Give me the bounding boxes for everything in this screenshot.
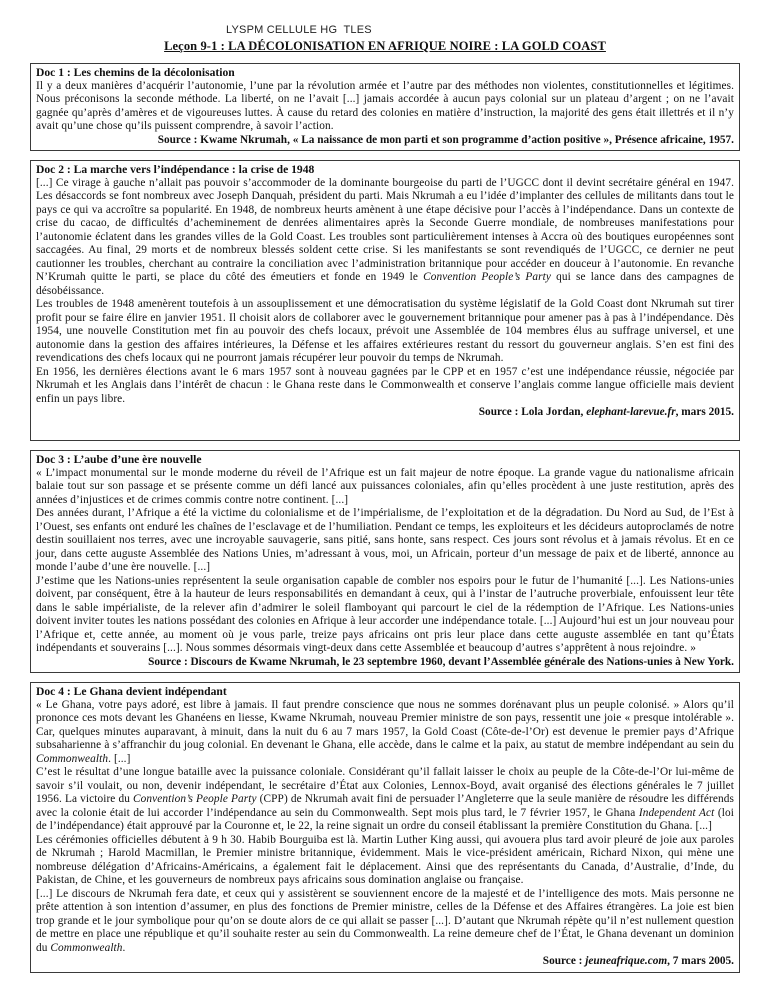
text-segment: . <box>122 941 126 954</box>
doc-heading: Doc 2 : La marche vers l’indépendance : la crise de 1948 <box>36 163 315 177</box>
docs <box>30 63 740 973</box>
doc-source <box>36 134 734 148</box>
doc-box-2 <box>30 160 740 441</box>
text-segment: Les cérémonies officielles débutent à 9 h 30. Habib Bourguiba est là. Martin Luther King aussi, qui avouera plus tard avoir pleuré de joie aux paroles de Nkrumah ; Harold Macmillan, le Premier ministre britannique, évidemment. Mais le vice-président américain, Richard Nixon, qui mène une nombreuse délégation d’Africains-Américains, a également fait le déplacement. Ainsi que des représentants du Canada, d’Australie, d’Inde, du Pakistan, de Chine, et les gouverneurs de nombreux pays africains sous domination anglaise ou française. <box>36 833 734 887</box>
text-segment-italic: jeuneafrique.com <box>585 955 668 968</box>
doc-paragraph <box>36 888 734 956</box>
text-segment: J’estime que les Nations-unies représentent la seule organisation capable de combler nos espoirs pour le futur de l’humanité [...]. Les Nations-unies doivent, par conséquent, être à la hauteur de leurs responsabilités en demandant à ceux, qui à l’instar de l’autruche proverbiale, enfouissent leur tête dans le sable impérialiste, de la relever afin d’admirer le soleil flamboyant qui parcourt le ciel de la rédemption de l’Afrique. Les Nations-unies doivent inviter toutes les nations possédant des colonies en Afrique à leur accorder une indépendance totale. [...] Aujourd’hui est un jour nouveau pour l’Afrique et, cette année, au moment où je vous parle, treize pays africains ont pris leur place dans cette auguste assemblée en tant qu’États indépendants et souverains [...]. Nous sommes désormais vingt-deux dans cette Assemblée et beaucoup d’autres s’apprêtent à nous rejoindre. » <box>36 574 734 655</box>
text-segment-italic: Commonwealth <box>50 941 123 954</box>
page-header: LYSPM CELLULE HG TLES <box>226 24 372 36</box>
text-segment: « L’impact monumental sur le monde moderne du réveil de l’Afrique est un fait majeur de notre époque. La grande vague du nationalisme africain balaie tout sur son passage et se présente comme un défi lancé aux puissances coloniales, afin qu’elles procèdent à une juste restitution, après des années d’injustices et de crimes commis contre notre continent. [...] <box>36 466 734 506</box>
doc-box-3 <box>30 450 740 673</box>
text-segment: Source : Discours de Kwame Nkrumah, le 23 septembre 1960, devant l’Assemblée générale des Nations-unies à New York. <box>148 655 734 668</box>
text-segment: Source : Kwame Nkrumah, « La naissance de mon parti et son programme d’action positive », Présence africaine, 1957. <box>157 133 734 146</box>
doc-paragraph <box>36 366 734 407</box>
text-segment: qui se lance dans des campagnes de désobéissance. <box>36 271 735 297</box>
doc-heading: Doc 4 : Le Ghana devient indépendant <box>36 685 227 699</box>
text-segment: Les troubles de 1948 amenèrent toutefois à un assouplissement et une démocratisation du système législatif de la Gold Coast dont Nkrumah sut tirer profit pour se faire élire en janvier 1951. Il choisit alors de collaborer avec le gouvernement britannique pour amener pas à pas à l’indépendance. Dès 1954, une nouvelle Constitution met fin au pouvoir des chefs locaux, prévoit une Assemblée de 104 membres élus au suffrage universel, et une autonomie dans la gestion des affaires intérieures, la Défense et les affaires extérieures restant du ressort du gouverneur anglais. S’en est fini des revendications des chefs locaux qui ne pourront jamais récupérer leur pouvoir du temps de Nkrumah. <box>36 298 734 365</box>
text-segment-italic: Convention’s People Party <box>133 793 257 806</box>
text-segment: C’est le résultat d’une longue bataille avec la puissance coloniale. Considérant qu’il fallait laisser le choix au peuple de la Côte-de-l’Or lui-même de savoir s’il voulait, ou non, devenir indépendant, le secrétaire d’État aux Colonies, Lennox-Boyd, avait organisé des élections générales le 7 juillet 1956. La victoire du <box>36 766 734 806</box>
text-segment-italic: elephant-larevue.fr <box>586 406 676 419</box>
doc-heading: Doc 1 : Les chemins de la décolonisation <box>36 66 235 79</box>
lesson-title: Leçon 9-1 : LA DÉCOLONISATION EN AFRIQUE NOIRE : LA GOLD COAST <box>164 39 606 53</box>
text-segment: Source : <box>542 955 586 968</box>
text-segment: [...] Ce virage à gauche n’allait pas pouvoir s’accommoder de la dominante bourgeoise du parti de l’UGCC dont il devint secrétaire général en 1947. Les désaccords se font nombreux avec Joseph Danquah, président du parti. Mais Nkrumah a eu l’idée d’implanter des cellules de militants dans tout le pays ce qui va accroître sa popularité. En 1948, de nombreux heurts amènent à une étape décisive pour l’accès à l’indépendance. Dans un contexte de crise du cacao, de difficultés d’acheminement de denrées alimentaires après la Seconde Guerre mondiale, de nombreuses manifestations pour l’autonomie éclatent dans les grandes villes de la Gold Coast. Les troubles sont particulièrement intenses à Accra où des boutiques européennes sont saccagées. Au final, 29 morts et de nombreux blessés soldent cette crise. Si les manifestants se sont revendiqués de l’UGCC, ce dernier ne peut cautionner les troubles, cherchant au contraire la conciliation avec l’administration britannique pour accéder en douceur à l’autonomie. En revanche N’Krumah quitte le parti, se place du côté des émeutiers et fonde en 1949 le <box>36 176 734 284</box>
text-segment: « Le Ghana, votre pays adoré, est libre à jamais. Il faut prendre conscience que nous ne sommes dorénavant plus un peuple colonisé. » Alors qu’il prononce ces mots devant les Ghanéens en liesse, Kwame Nkrumah, nouveau Premier ministre de son pays, ressentit une joie « presque intolérable ». Car, quelques minutes auparavant, à minuit, dans la nuit du 6 au 7 mars 1957, la Gold Coast (Côte-de-l’Or) est devenue le premier pays d’Afrique subsaharienne à s’affranchir du joug colonial. En devenant le Ghana, elle accède, dans le calme et la paix, au statut de membre indépendant au sein du <box>36 698 734 752</box>
text-segment: Il y a deux manières d’acquérir l’autonomie, l’une par la révolution armée et l’autre par des méthodes non violentes, constitutionnelles et légitimes. Nous préconisons la seconde méthode. La liberté, on ne l’avait [...] jamais accordée à aucun pays colonial sur un plateau d’argent ; on ne l’avait gagnée qu’après d’amères et de vigoureuses luttes. À cause du retard des colonies en matière d’instruction, la majorité des gens était illettrés et il n’y avait qu’une chose qu’ils puissent comprendre, à savoir l’action. <box>36 79 734 133</box>
text-segment: [...] Le discours de Nkrumah fera date, et ceux qui y assistèrent se souviennent encore de la majesté et de l’intelligence des mots. Mais personne ne prête attention à son intention d’assumer, en plus des fonctions de Premier ministre, celles de la Défense et des Affaires étrangères. La joie est bien trop grande et le jour symbolique pour qu’on se doute alors de ce qui allait se passer [...]. D’autant que Nkrumah répète qu’il n’est nullement question de mettre en place une république et qu’il souhaite rester au sein du Commonwealth. La reine demeure chef de l’État, le Ghana devenant un dominion du <box>36 887 734 954</box>
doc-paragraph <box>36 298 734 366</box>
text-segment: (CPP) de Nkrumah avait fini de persuader l’Angleterre que la seule manière de résoudre les différends avec la colonie était de lui accorder l’indépendance au sein du Commonwealth. Sept mois plus tard, le 7 février 1957, le Ghana <box>36 793 734 819</box>
text-segment: En 1956, les dernières élections avant le 6 mars 1957 sont à nouveau gagnées par le CPP et en 1957 c’est une indépendance réussie, négociée par Nkrumah et les Anglais dans l’intérêt de chacun : le Ghana reste dans le Commonwealth et conserve l’anglais comme langue officielle mais devient enfin un pays libre. <box>36 365 734 405</box>
doc-paragraph <box>36 177 734 299</box>
doc-source <box>36 955 734 969</box>
text-segment: . [...] <box>108 752 131 765</box>
doc-paragraph <box>36 834 734 888</box>
text-segment: , 7 mars 2005. <box>667 955 734 968</box>
doc-heading: Doc 3 : L’aube d’une ère nouvelle <box>36 453 202 467</box>
doc-paragraph <box>36 575 734 656</box>
text-segment: (loi de l’indépendance) était approuvé par la Couronne et, le 22, la reine signait un ordre du conseil établissant la première Constitution du Ghana. [...] <box>36 806 735 833</box>
text-segment-italic: Commonwealth <box>36 752 109 765</box>
doc-source <box>36 656 734 670</box>
doc-box-1 <box>30 63 740 151</box>
doc-paragraph <box>36 699 734 767</box>
doc-paragraph <box>36 80 734 134</box>
doc-paragraph <box>36 467 734 508</box>
doc-box-4 <box>30 682 740 973</box>
doc-source <box>36 406 734 420</box>
text-segment-italic: Independent Act <box>638 806 715 819</box>
text-segment: , mars 2015. <box>675 406 734 419</box>
text-segment: Des années durant, l’Afrique a été la victime du colonialisme et de l’impérialisme, de l’exploitation et de la dégradation. Du Nord au Sud, de l’Est à l’Ouest, ses enfants ont enduré les chaînes de l’esclavage et de l’humiliation. Pendant ce temps, les exploiteurs et les décideurs autoproclamés de notre destin souillaient nos terres, avec une incroyable sauvagerie, sans pitié, sans honte, sans respect. Ces jours sont révolus et à jamais révolus. Et en ce jour, dans cette auguste Assemblée des Nations Unies, m’adressant à vous, moi, un Africain, porteur d’un message de paix et de liberté, annonce au monde l’aube d’une ère nouvelle. [...] <box>36 507 734 574</box>
text-segment: Source : Lola Jordan, <box>478 406 587 419</box>
doc-paragraph <box>36 766 734 834</box>
doc-paragraph <box>36 507 734 575</box>
text-segment-italic: Convention People’s Party <box>423 271 551 284</box>
